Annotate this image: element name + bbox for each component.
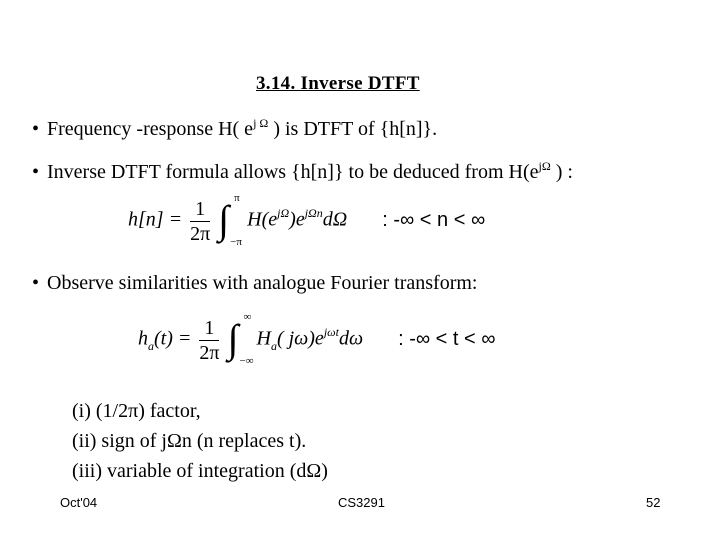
analogue-fourier-equation	[138, 311, 496, 367]
bullet-text-pre: Frequency -response H( e	[47, 118, 254, 140]
integrand-sup-2: jΩn	[304, 205, 323, 220]
footer-course: CS3291	[338, 495, 385, 510]
bullet-superscript: j Ω	[253, 116, 269, 130]
bullet-superscript: jΩ	[538, 159, 551, 173]
equation-condition: : -∞ < t < ∞	[398, 327, 496, 350]
bullet-frequency-response	[32, 118, 437, 141]
fraction-bar	[190, 221, 210, 222]
fraction-denominator: 2π	[199, 341, 220, 364]
equation-lhs-post: (t) =	[154, 327, 192, 350]
bullet-text-post: ) :	[550, 161, 573, 183]
integrand-sub: a	[270, 338, 277, 353]
integrand-mid: )e	[289, 208, 305, 231]
bullet-dot: •	[32, 118, 40, 140]
equation-lhs-pre: h	[138, 327, 148, 350]
integral-lower-limit: −π	[230, 236, 242, 248]
integrand-mid: ( jω)e	[276, 327, 324, 350]
fraction-bar	[199, 340, 219, 341]
bullet-dot: •	[32, 272, 40, 294]
fraction-numerator: 1	[204, 316, 215, 339]
integrand-pre: H	[256, 327, 271, 350]
notes-list	[72, 396, 328, 486]
fraction-denominator: 2π	[190, 222, 211, 245]
note-item: (i) (1/2π) factor,	[72, 400, 201, 422]
equation-fraction	[199, 317, 219, 364]
equation-fraction	[190, 198, 210, 245]
footer-page-number: 52	[646, 495, 661, 510]
integrand-sup: jωt	[323, 324, 339, 339]
note-item: (ii) sign of jΩn (n replaces t).	[72, 430, 307, 452]
integral-upper-limit: ∞	[243, 311, 252, 323]
equation-lhs: h[n] =	[128, 208, 183, 231]
equation-condition: : -∞ < n < ∞	[382, 208, 486, 231]
integrand-pre: H(e	[247, 208, 278, 231]
integral-sign	[227, 311, 254, 367]
footer-date: Oct'04	[60, 495, 98, 510]
integrand-post: dΩ	[322, 208, 348, 231]
integral-sign	[218, 192, 242, 248]
bullet-observe-similarities	[32, 272, 477, 295]
bullet-inverse-dtft	[32, 161, 573, 184]
note-item: (iii) variable of integration (dΩ)	[72, 460, 328, 482]
integral-lower-limit: −∞	[239, 355, 254, 367]
bullet-text-post: ) is DTFT of {h[n]}.	[268, 118, 438, 140]
integrand-post: dω	[338, 327, 364, 350]
bullet-text: Observe similarities with analogue Fourier transform:	[47, 272, 478, 294]
integral-symbol: ∫	[218, 197, 230, 242]
inverse-dtft-equation	[128, 192, 486, 248]
bullet-dot: •	[32, 161, 40, 183]
integrand-sup-1: jΩ	[277, 205, 290, 220]
fraction-numerator: 1	[195, 197, 206, 220]
integral-upper-limit: π	[234, 192, 240, 204]
bullet-text-pre: Inverse DTFT formula allows {h[n]} to be deduced from H(e	[47, 161, 539, 183]
slide-title: 3.14. Inverse DTFT	[256, 73, 420, 94]
integral-symbol: ∫	[227, 316, 239, 361]
equation-lhs-sub: a	[148, 338, 154, 353]
